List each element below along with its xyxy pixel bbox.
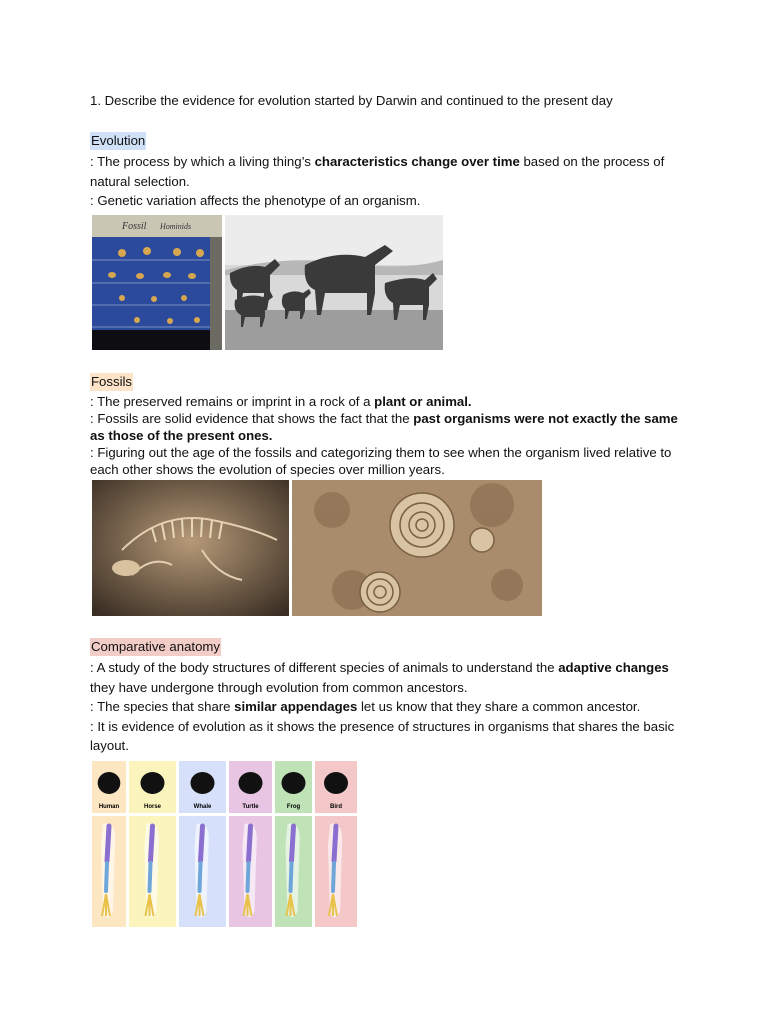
limb-bones-frog	[275, 816, 312, 927]
fossils-line-2: : Fossils are solid evidence that shows the fact that the past organisms were not exactly the same as those of the present ones.	[90, 411, 678, 443]
limb-bones-whale	[179, 816, 226, 927]
limb-bones-horse	[129, 816, 176, 927]
limb-column-turtle	[229, 761, 272, 927]
limb-column-horse	[129, 761, 176, 927]
anatomy-heading: Comparative anatomy	[91, 639, 221, 654]
evolution-line-1: : The process by which a living thing’s characteristics change over time based on the process of natural selection.	[90, 154, 665, 189]
animal-label: Whale	[193, 803, 212, 810]
question-text: 1. Describe the evidence for evolution started by Darwin and continued to the present day	[90, 93, 613, 108]
fossils-images	[92, 480, 690, 616]
anatomy-line-1: : A study of the body structures of different species of animals to understand the adaptive changes they have undergone through evolution from common ancestors.	[90, 660, 669, 695]
animal-label: Bird	[330, 803, 342, 810]
limb-bones-human	[92, 816, 126, 927]
limb-column-whale	[179, 761, 226, 927]
limb-bones-bird	[315, 816, 357, 927]
limb-column-bird	[315, 761, 357, 927]
anatomy-section	[90, 638, 690, 927]
fossil-hominids-display-image	[92, 215, 222, 350]
dinosaur-fossil-image	[92, 480, 289, 616]
animal-label: Turtle	[242, 803, 259, 810]
animal-icon-bird	[315, 761, 357, 813]
svg-text:Fossil: Fossil	[122, 220, 147, 232]
animal-label: Human	[98, 803, 120, 810]
fossils-line-1: : The preserved remains or imprint in a rock of a plant or animal.	[90, 394, 472, 409]
document-page	[90, 92, 680, 810]
animal-icon-whale	[179, 761, 226, 813]
fossils-line-3: : Figuring out the age of the fossils and categorizing them to see when the organism lived relative to each other shows the evolution of species over million years.	[90, 445, 672, 477]
evolution-section	[90, 132, 690, 350]
animal-label: Horse	[143, 803, 162, 810]
evolution-line-2: : Genetic variation affects the phenotype of an organism.	[90, 193, 421, 208]
animal-icon-turtle	[229, 761, 272, 813]
animal-icon-human	[92, 761, 126, 813]
evolution-heading: Evolution	[91, 133, 146, 148]
anatomy-line-2: : The species that share similar appendages let us know that they share a common ancestor.	[90, 699, 641, 714]
fossils-heading: Fossils	[91, 374, 133, 389]
limb-bones-turtle	[229, 816, 272, 927]
homologous-limbs-chart	[92, 761, 690, 927]
anatomy-line-3: : It is evidence of evolution as it shows the presence of structures in organisms that shares the basic layout.	[90, 718, 675, 753]
ammonite-fossils-image	[292, 480, 542, 616]
fossils-section	[90, 373, 690, 616]
limb-column-human	[92, 761, 126, 927]
animal-icon-frog	[275, 761, 312, 813]
limb-column-frog	[275, 761, 312, 927]
horse-evolution-illustration	[225, 215, 443, 350]
animal-label: Frog	[286, 803, 301, 810]
animal-icon-horse	[129, 761, 176, 813]
evolution-images	[92, 215, 690, 350]
svg-text:Hominids: Hominids	[160, 221, 192, 231]
